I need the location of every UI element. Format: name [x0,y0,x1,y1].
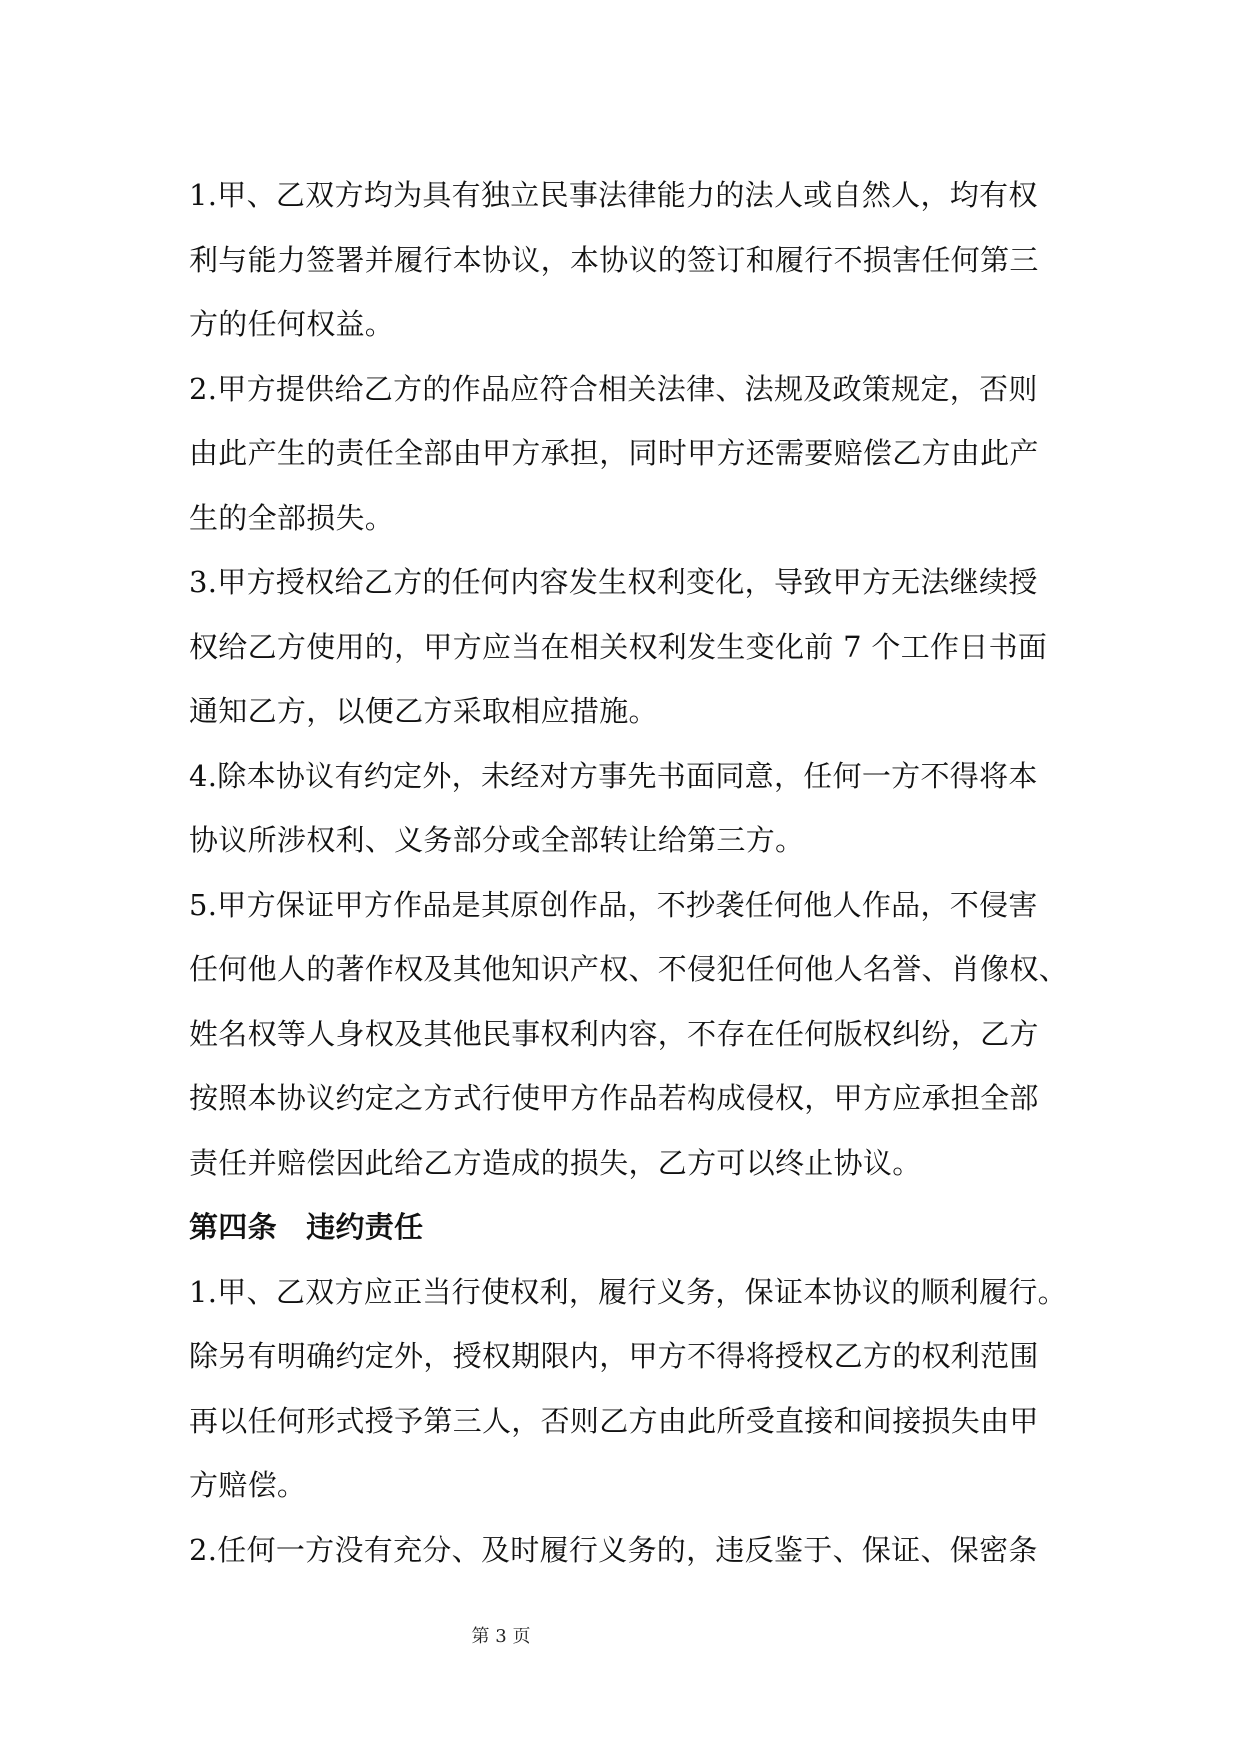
text-line: 姓名权等人身权及其他民事权利内容，不存在任何版权纠纷，乙方 [189,1016,1039,1051]
text-line: 按照本协议约定之方式行使甲方作品若构成侵权，甲方应承担全部 [189,1081,1039,1115]
text-line: 责任并赔偿因此给乙方造成的损失，乙方可以终止协议。 [189,1145,922,1180]
text-line: 任何他人的著作权及其他知识产权、不侵犯任何他人名誉、肖像权、 [189,952,1069,986]
text-line: 协议所涉权利、义务部分或全部转让给第三方。 [189,823,805,857]
text-line: 权给乙方使用的，甲方应当在相关权利发生变化前 7 个工作日书面 [189,629,1048,664]
text-line: 1.甲、乙双方均为具有独立民事法律能力的法人或自然人，均有权 [189,178,1038,212]
text-line: 1.甲、乙双方应正当行使权利，履行义务，保证本协议的顺利履行。 [189,1274,1067,1309]
text-line: 通知乙方，以便乙方采取相应措施。 [189,694,658,728]
text-line: 再以任何形式授予第三人，否则乙方由此所受直接和间接损失由甲 [189,1403,1039,1438]
text-line: 方的任何权益。 [189,307,395,341]
text-line: 2.甲方提供给乙方的作品应符合相关法律、法规及政策规定，否则 [189,371,1038,406]
text-line: 3.甲方授权给乙方的任何内容发生权利变化，导致甲方无法继续授 [189,565,1038,599]
text-line: 5.甲方保证甲方作品是其原创作品，不抄袭任何他人作品，不侵害 [189,887,1038,922]
page-number: 第 3 页 [471,1626,531,1647]
text-line: 利与能力签署并履行本协议，本协议的签订和履行不损害任何第三 [189,242,1039,277]
document-body [189,163,1069,1582]
text-line: 由此产生的责任全部由甲方承担，同时甲方还需要赔偿乙方由此产 [189,436,1039,470]
text-line: 生的全部损失。 [189,500,395,535]
text-line: 4.除本协议有约定外，未经对方事先书面同意，任何一方不得将本 [189,758,1038,793]
text-line: 方赔偿。 [189,1468,307,1502]
section-heading: 第四条 违约责任 [189,1210,424,1244]
text-line: 2.任何一方没有充分、及时履行义务的，违反鉴于、保证、保密条 [189,1532,1038,1567]
text-line: 除另有明确约定外，授权期限内，甲方不得将授权乙方的权利范围 [189,1339,1039,1373]
